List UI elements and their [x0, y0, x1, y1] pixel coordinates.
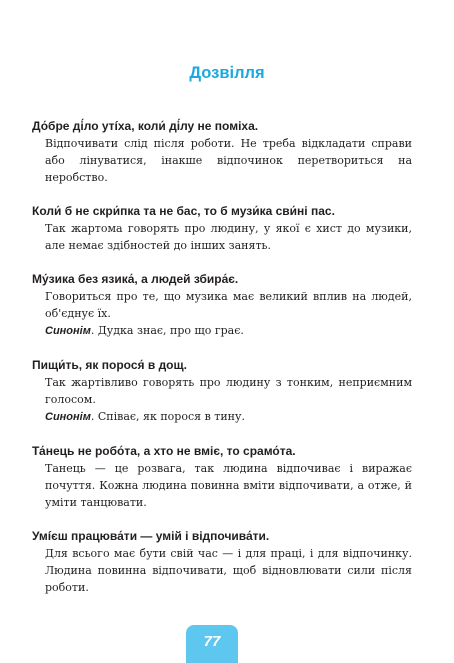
synonym-line — [45, 322, 412, 340]
proverb-explanation: Відпочивати слід після роботи. Не треба відкладати справи або лінуватися, інакше відпочинок перетвориться на неробство. — [45, 137, 412, 184]
proverb-heading: Коли́ б не скри́пка та не бас, то б музи́ка сви́ні пас. — [32, 204, 335, 218]
proverb-entry — [32, 271, 412, 340]
proverb-heading: Умíєш працюва́ти — умій і відпочива́ти. — [32, 529, 270, 543]
page-number-badge — [186, 625, 238, 663]
proverb-entry — [32, 528, 412, 596]
proverb-entry — [32, 357, 412, 426]
synonym-line — [45, 408, 412, 426]
proverb-explanation: Говориться про те, що музика має великий вплив на людей, об'єднує їх. — [45, 290, 412, 320]
page-number: 77 — [203, 633, 221, 650]
proverb-entry — [32, 443, 412, 511]
synonym-label: Синонім — [45, 411, 91, 423]
proverb-entry — [32, 203, 412, 254]
proverb-explanation: Для всього має бути свій час — і для праці, і для відпочинку. Людина повинна відпочивати, щоб відновлювати сили після роботи. — [45, 547, 412, 594]
proverb-explanation: Танець — це розвага, так людина відпочиває і виражає почуття. Кожна людина повинна вміти відпочивати, а отже, й уміти танцювати. — [45, 462, 412, 509]
proverb-entry — [32, 118, 412, 186]
synonym-text: . Співає, як порося в тину. — [90, 410, 245, 423]
proverb-heading: Пищи́ть, як порося́ в дощ. — [32, 358, 187, 372]
proverb-explanation: Так жартівливо говорять про людину з тонким, неприємним голосом. — [45, 376, 412, 406]
page-title: Дозвілля — [189, 64, 265, 82]
proverb-heading: Та́нець не робо́та, а хто не вміє, то срамо́та. — [32, 444, 296, 458]
proverb-heading: Му́зика без язика́, а людей збира́є. — [32, 272, 239, 286]
proverb-heading: До́бре ді́ло утíха, коли́ ді́лу не поміха. — [32, 119, 259, 133]
synonym-label: Синонім — [45, 325, 91, 337]
proverb-list — [32, 118, 412, 613]
proverb-explanation: Так жартома говорять про людину, у якої є хист до музики, але немає здібностей до інших занять. — [45, 222, 412, 252]
synonym-text: . Дудка знає, про що грає. — [90, 324, 244, 337]
